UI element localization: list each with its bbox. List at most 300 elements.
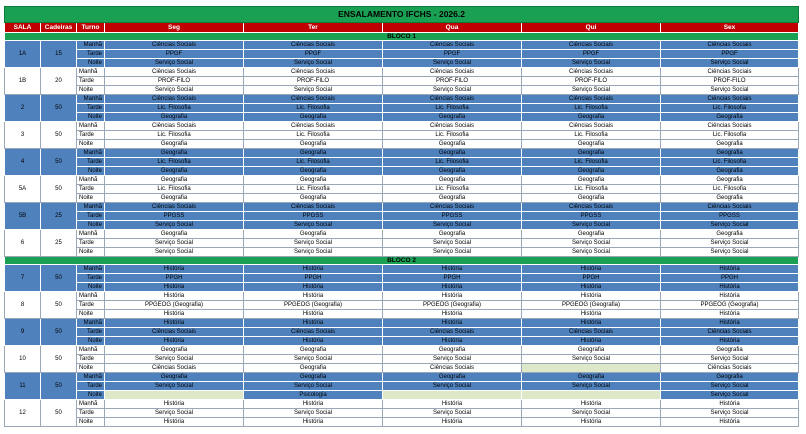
schedule-cell[interactable]: Geografia bbox=[105, 176, 244, 185]
schedule-cell[interactable]: PPGF bbox=[661, 50, 799, 59]
turno-cell[interactable]: Manhã bbox=[77, 149, 105, 158]
turno-cell[interactable]: Tarde bbox=[77, 185, 105, 194]
sala-cell[interactable]: 9 bbox=[5, 319, 41, 346]
schedule-cell[interactable]: Ciências Sociais bbox=[522, 122, 661, 131]
schedule-cell[interactable]: Geografia bbox=[661, 140, 799, 149]
schedule-cell[interactable]: Serviço Social bbox=[244, 59, 383, 68]
schedule-cell[interactable]: Ciências Sociais bbox=[105, 364, 244, 373]
schedule-cell[interactable]: História bbox=[244, 319, 383, 328]
schedule-cell[interactable]: Ciências Sociais bbox=[661, 203, 799, 212]
schedule-cell[interactable]: Ciências Sociais bbox=[244, 41, 383, 50]
schedule-cell[interactable]: Serviço Social bbox=[105, 382, 244, 391]
schedule-cell[interactable]: PPGF bbox=[105, 50, 244, 59]
cadeiras-cell[interactable]: 50 bbox=[41, 292, 77, 319]
schedule-cell[interactable]: Geografia bbox=[661, 346, 799, 355]
table-row bbox=[5, 122, 799, 131]
schedule-cell[interactable]: Serviço Social bbox=[244, 248, 383, 257]
schedule-cell[interactable]: Serviço Social bbox=[661, 221, 799, 230]
schedule-cell[interactable]: PPGH bbox=[522, 274, 661, 283]
schedule-cell[interactable]: História bbox=[522, 283, 661, 292]
sala-cell[interactable]: 2 bbox=[5, 95, 41, 122]
schedule-cell[interactable]: Lic. Filosofia bbox=[244, 185, 383, 194]
turno-cell[interactable]: Noite bbox=[77, 337, 105, 346]
schedule-cell[interactable]: Serviço Social bbox=[105, 248, 244, 257]
turno-cell[interactable]: Noite bbox=[77, 86, 105, 95]
bloco-label[interactable]: BLOCO 2 bbox=[5, 257, 799, 265]
schedule-cell[interactable]: Serviço Social bbox=[105, 221, 244, 230]
schedule-cell[interactable]: Geografia bbox=[105, 373, 244, 382]
schedule-cell[interactable]: Ciências Sociais bbox=[244, 203, 383, 212]
schedule-cell[interactable]: Psicologia bbox=[244, 391, 383, 400]
schedule-cell[interactable]: Serviço Social bbox=[661, 248, 799, 257]
schedule-cell[interactable]: Lic. Filosofia bbox=[522, 104, 661, 113]
schedule-cell[interactable]: PROF-FILO bbox=[661, 77, 799, 86]
schedule-cell[interactable]: Ciências Sociais bbox=[661, 68, 799, 77]
turno-cell[interactable]: Noite bbox=[77, 391, 105, 400]
turno-cell[interactable]: Manhã bbox=[77, 292, 105, 301]
schedule-cell[interactable]: História bbox=[383, 418, 522, 427]
turno-cell[interactable]: Tarde bbox=[77, 104, 105, 113]
cadeiras-cell[interactable]: 50 bbox=[41, 265, 77, 292]
schedule-cell[interactable]: Ciências Sociais bbox=[383, 95, 522, 104]
schedule-cell[interactable]: Serviço Social bbox=[522, 221, 661, 230]
turno-cell[interactable]: Tarde bbox=[77, 131, 105, 140]
sala-cell[interactable]: 11 bbox=[5, 373, 41, 400]
turno-cell[interactable]: Manhã bbox=[77, 41, 105, 50]
schedule-cell[interactable]: Geografia bbox=[522, 346, 661, 355]
schedule-cell[interactable]: PPGF bbox=[522, 50, 661, 59]
schedule-cell[interactable]: História bbox=[522, 265, 661, 274]
schedule-cell[interactable]: Ciências Sociais bbox=[244, 95, 383, 104]
schedule-cell[interactable]: PPGH bbox=[244, 274, 383, 283]
turno-cell[interactable]: Tarde bbox=[77, 409, 105, 418]
turno-cell[interactable]: Noite bbox=[77, 194, 105, 203]
schedule-cell[interactable]: Lic. Filosofia bbox=[661, 104, 799, 113]
schedule-cell[interactable]: Ciências Sociais bbox=[661, 328, 799, 337]
schedule-cell[interactable]: Ciências Sociais bbox=[244, 68, 383, 77]
schedule-cell[interactable]: Geografia bbox=[522, 230, 661, 239]
turno-cell[interactable]: Manhã bbox=[77, 68, 105, 77]
header-turno[interactable]: Turno bbox=[77, 23, 105, 33]
cadeiras-cell[interactable]: 50 bbox=[41, 400, 77, 427]
schedule-cell[interactable]: Ciências Sociais bbox=[383, 122, 522, 131]
schedule-cell[interactable]: Geografia bbox=[244, 194, 383, 203]
header-cadeiras[interactable]: Cadeiras bbox=[41, 23, 77, 33]
schedule-cell[interactable]: Serviço Social bbox=[522, 409, 661, 418]
schedule-cell[interactable]: Serviço Social bbox=[522, 355, 661, 364]
schedule-cell[interactable]: História bbox=[522, 337, 661, 346]
schedule-cell[interactable]: História bbox=[105, 292, 244, 301]
schedule-cell[interactable]: História bbox=[244, 310, 383, 319]
schedule-cell[interactable]: História bbox=[244, 265, 383, 274]
schedule-cell[interactable]: Serviço Social bbox=[383, 59, 522, 68]
header-seg[interactable]: Seg bbox=[105, 23, 244, 33]
schedule-cell[interactable]: História bbox=[661, 292, 799, 301]
schedule-cell[interactable]: Geografia bbox=[244, 167, 383, 176]
schedule-cell[interactable]: Geografia bbox=[383, 140, 522, 149]
schedule-cell[interactable]: Serviço Social bbox=[522, 86, 661, 95]
schedule-cell[interactable]: Lic. Filosofia bbox=[661, 158, 799, 167]
schedule-cell[interactable]: Lic. Filosofia bbox=[522, 131, 661, 140]
turno-cell[interactable]: Noite bbox=[77, 113, 105, 122]
schedule-cell[interactable]: Geografia bbox=[105, 346, 244, 355]
schedule-cell[interactable] bbox=[522, 364, 661, 373]
schedule-cell[interactable]: Geografia bbox=[105, 194, 244, 203]
schedule-cell[interactable]: Geografia bbox=[383, 346, 522, 355]
schedule-cell[interactable]: Ciências Sociais bbox=[661, 364, 799, 373]
table-row bbox=[5, 185, 799, 194]
schedule-cell[interactable]: Serviço Social bbox=[383, 355, 522, 364]
schedule-cell[interactable]: Geografia bbox=[383, 373, 522, 382]
schedule-cell[interactable]: Lic. Filosofia bbox=[105, 185, 244, 194]
schedule-cell[interactable]: Serviço Social bbox=[661, 382, 799, 391]
schedule-cell[interactable]: História bbox=[105, 283, 244, 292]
turno-cell[interactable]: Manhã bbox=[77, 319, 105, 328]
schedule-cell[interactable]: Lic. Filosofia bbox=[244, 131, 383, 140]
schedule-cell[interactable]: História bbox=[244, 283, 383, 292]
table-row bbox=[5, 355, 799, 364]
schedule-cell[interactable]: Geografia bbox=[661, 194, 799, 203]
schedule-cell[interactable]: Lic. Filosofia bbox=[244, 104, 383, 113]
schedule-cell[interactable]: Ciências Sociais bbox=[522, 203, 661, 212]
schedule-cell[interactable]: Ciências Sociais bbox=[522, 68, 661, 77]
schedule-cell[interactable]: PPGEOG (Geografia) bbox=[522, 301, 661, 310]
sala-cell[interactable]: 12 bbox=[5, 400, 41, 427]
schedule-cell[interactable]: PPGF bbox=[383, 50, 522, 59]
schedule-cell[interactable]: Lic. Filosofia bbox=[105, 158, 244, 167]
schedule-cell[interactable]: PPGSS bbox=[661, 212, 799, 221]
cadeiras-cell[interactable]: 50 bbox=[41, 373, 77, 400]
schedule-cell[interactable]: Geografia bbox=[244, 149, 383, 158]
schedule-cell[interactable]: Geografia bbox=[383, 230, 522, 239]
cadeiras-cell[interactable]: 25 bbox=[41, 230, 77, 257]
table-row bbox=[5, 77, 799, 86]
schedule-cell[interactable]: História bbox=[244, 400, 383, 409]
header-qui[interactable]: Qui bbox=[522, 23, 661, 33]
schedule-cell[interactable]: Geografia bbox=[522, 167, 661, 176]
schedule-cell[interactable]: Geografia bbox=[522, 373, 661, 382]
schedule-cell[interactable]: Ciências Sociais bbox=[522, 41, 661, 50]
schedule-cell[interactable]: Lic. Filosofia bbox=[661, 185, 799, 194]
schedule-cell[interactable]: História bbox=[105, 418, 244, 427]
schedule-cell[interactable]: PROF-FILO bbox=[383, 77, 522, 86]
schedule-cell[interactable]: Lic. Filosofia bbox=[383, 131, 522, 140]
schedule-cell[interactable]: Serviço Social bbox=[661, 391, 799, 400]
turno-cell[interactable]: Manhã bbox=[77, 230, 105, 239]
cadeiras-cell[interactable]: 20 bbox=[41, 68, 77, 95]
schedule-cell[interactable]: Ciências Sociais bbox=[661, 41, 799, 50]
schedule-cell[interactable]: PROF-FILO bbox=[244, 77, 383, 86]
turno-cell[interactable]: Tarde bbox=[77, 328, 105, 337]
schedule-cell[interactable]: PPGSS bbox=[522, 212, 661, 221]
sala-cell[interactable]: 7 bbox=[5, 265, 41, 292]
table-row bbox=[5, 140, 799, 149]
schedule-cell[interactable]: Serviço Social bbox=[244, 409, 383, 418]
schedule-cell[interactable]: Geografia bbox=[244, 140, 383, 149]
schedule-cell[interactable]: Serviço Social bbox=[105, 409, 244, 418]
schedule-cell[interactable]: Serviço Social bbox=[244, 382, 383, 391]
schedule-cell[interactable]: PPGEOG (Geografia) bbox=[383, 301, 522, 310]
cadeiras-cell[interactable]: 25 bbox=[41, 203, 77, 230]
schedule-cell[interactable]: História bbox=[105, 319, 244, 328]
schedule-cell[interactable]: PROF-FILO bbox=[105, 77, 244, 86]
schedule-cell[interactable]: PPGSS bbox=[244, 212, 383, 221]
schedule-cell[interactable]: Geografia bbox=[383, 194, 522, 203]
schedule-cell[interactable]: Serviço Social bbox=[383, 239, 522, 248]
schedule-cell[interactable]: Ciências Sociais bbox=[522, 95, 661, 104]
schedule-cell[interactable]: Geografia bbox=[105, 113, 244, 122]
schedule-cell[interactable]: Geografia bbox=[383, 176, 522, 185]
schedule-cell[interactable]: História bbox=[383, 265, 522, 274]
schedule-cell[interactable]: Serviço Social bbox=[522, 239, 661, 248]
schedule-cell[interactable]: Serviço Social bbox=[244, 355, 383, 364]
schedule-cell[interactable]: PROF-FILO bbox=[522, 77, 661, 86]
schedule-cell[interactable]: Serviço Social bbox=[383, 221, 522, 230]
schedule-cell[interactable]: História bbox=[522, 319, 661, 328]
sala-cell[interactable]: 5B bbox=[5, 203, 41, 230]
schedule-cell[interactable]: Geografia bbox=[105, 140, 244, 149]
turno-cell[interactable]: Tarde bbox=[77, 239, 105, 248]
schedule-cell[interactable]: Ciências Sociais bbox=[105, 41, 244, 50]
sala-cell[interactable]: 3 bbox=[5, 122, 41, 149]
schedule-cell[interactable]: Serviço Social bbox=[244, 221, 383, 230]
turno-cell[interactable]: Tarde bbox=[77, 274, 105, 283]
schedule-cell[interactable]: História bbox=[522, 400, 661, 409]
sheet-title[interactable]: ENSALAMENTO IFCHS - 2026.2 bbox=[5, 7, 799, 23]
turno-cell[interactable]: Noite bbox=[77, 418, 105, 427]
schedule-cell[interactable]: História bbox=[244, 418, 383, 427]
sala-cell[interactable]: 4 bbox=[5, 149, 41, 176]
schedule-cell[interactable]: Ciências Sociais bbox=[522, 328, 661, 337]
turno-cell[interactable]: Manhã bbox=[77, 346, 105, 355]
schedule-cell[interactable]: Geografia bbox=[244, 113, 383, 122]
header-qua[interactable]: Qua bbox=[383, 23, 522, 33]
schedule-cell[interactable]: Geografia bbox=[661, 149, 799, 158]
schedule-cell[interactable]: História bbox=[661, 418, 799, 427]
turno-cell[interactable]: Noite bbox=[77, 283, 105, 292]
turno-cell[interactable]: Noite bbox=[77, 248, 105, 257]
schedule-cell[interactable]: PPGSS bbox=[105, 212, 244, 221]
schedule-cell[interactable]: Serviço Social bbox=[661, 86, 799, 95]
schedule-cell[interactable]: Lic. Filosofia bbox=[383, 185, 522, 194]
schedule-cell[interactable]: Lic. Filosofia bbox=[522, 158, 661, 167]
cadeiras-cell[interactable]: 50 bbox=[41, 176, 77, 203]
schedule-cell[interactable]: História bbox=[522, 418, 661, 427]
turno-cell[interactable]: Tarde bbox=[77, 301, 105, 310]
schedule-cell[interactable]: Serviço Social bbox=[661, 59, 799, 68]
cadeiras-cell[interactable]: 15 bbox=[41, 41, 77, 68]
cadeiras-cell[interactable]: 50 bbox=[41, 122, 77, 149]
turno-cell[interactable]: Tarde bbox=[77, 212, 105, 221]
turno-cell[interactable]: Manhã bbox=[77, 373, 105, 382]
schedule-cell[interactable]: Ciências Sociais bbox=[244, 122, 383, 131]
schedule-cell[interactable]: Geografia bbox=[105, 230, 244, 239]
schedule-cell[interactable]: Geografia bbox=[383, 167, 522, 176]
turno-cell[interactable]: Tarde bbox=[77, 355, 105, 364]
schedule-cell[interactable]: Geografia bbox=[661, 167, 799, 176]
schedule-cell[interactable]: Serviço Social bbox=[105, 239, 244, 248]
schedule-cell[interactable]: Lic. Filosofia bbox=[522, 185, 661, 194]
schedule-cell[interactable]: Geografia bbox=[244, 176, 383, 185]
schedule-cell[interactable]: Geografia bbox=[522, 113, 661, 122]
turno-cell[interactable]: Manhã bbox=[77, 95, 105, 104]
schedule-cell[interactable]: Serviço Social bbox=[105, 355, 244, 364]
schedule-cell[interactable]: Ciências Sociais bbox=[105, 68, 244, 77]
turno-cell[interactable]: Noite bbox=[77, 140, 105, 149]
sala-cell[interactable]: 1B bbox=[5, 68, 41, 95]
schedule-cell[interactable]: Serviço Social bbox=[661, 239, 799, 248]
header-sala[interactable]: SALA bbox=[5, 23, 41, 33]
turno-cell[interactable]: Tarde bbox=[77, 77, 105, 86]
schedule-cell[interactable]: História bbox=[105, 265, 244, 274]
schedule-cell[interactable]: Serviço Social bbox=[522, 59, 661, 68]
schedule-cell[interactable]: Ciências Sociais bbox=[105, 95, 244, 104]
turno-cell[interactable]: Noite bbox=[77, 167, 105, 176]
turno-cell[interactable]: Tarde bbox=[77, 382, 105, 391]
turno-cell[interactable]: Noite bbox=[77, 221, 105, 230]
cadeiras-cell[interactable]: 50 bbox=[41, 95, 77, 122]
schedule-cell[interactable]: PPGSS bbox=[383, 212, 522, 221]
sala-cell[interactable]: 5A bbox=[5, 176, 41, 203]
sala-cell[interactable]: 8 bbox=[5, 292, 41, 319]
spreadsheet bbox=[4, 6, 798, 427]
schedule-cell[interactable]: História bbox=[105, 400, 244, 409]
schedule-cell[interactable]: Geografia bbox=[522, 149, 661, 158]
schedule-cell[interactable]: Serviço Social bbox=[105, 59, 244, 68]
schedule-cell[interactable]: Lic. Filosofia bbox=[383, 158, 522, 167]
sala-cell[interactable]: 6 bbox=[5, 230, 41, 257]
schedule-cell[interactable]: Geografia bbox=[522, 140, 661, 149]
schedule-cell[interactable]: Ciências Sociais bbox=[383, 68, 522, 77]
schedule-cell[interactable]: Geografia bbox=[244, 373, 383, 382]
schedule-cell[interactable]: História bbox=[661, 319, 799, 328]
turno-cell[interactable]: Manhã bbox=[77, 400, 105, 409]
cadeiras-cell[interactable]: 50 bbox=[41, 346, 77, 373]
cadeiras-cell[interactable]: 50 bbox=[41, 319, 77, 346]
schedule-cell[interactable]: História bbox=[661, 283, 799, 292]
schedule-cell[interactable]: Ciências Sociais bbox=[105, 122, 244, 131]
schedule-cell[interactable]: Lic. Filosofia bbox=[105, 104, 244, 113]
schedule-cell[interactable]: PPGH bbox=[105, 274, 244, 283]
schedule-cell[interactable]: História bbox=[661, 337, 799, 346]
schedule-cell[interactable]: Geografia bbox=[661, 113, 799, 122]
schedule-cell[interactable]: Ciências Sociais bbox=[383, 364, 522, 373]
schedule-cell[interactable] bbox=[383, 391, 522, 400]
sala-cell[interactable]: 10 bbox=[5, 346, 41, 373]
schedule-cell[interactable]: PPGH bbox=[661, 274, 799, 283]
turno-cell[interactable]: Noite bbox=[77, 59, 105, 68]
title-row bbox=[5, 7, 799, 23]
schedule-cell[interactable]: História bbox=[244, 292, 383, 301]
schedule-cell[interactable]: Geografia bbox=[383, 113, 522, 122]
schedule-cell[interactable]: Ciências Sociais bbox=[105, 203, 244, 212]
schedule-cell[interactable]: Lic. Filosofia bbox=[244, 158, 383, 167]
schedule-cell[interactable]: Geografia bbox=[661, 230, 799, 239]
schedule-cell[interactable]: História bbox=[383, 400, 522, 409]
schedule-cell[interactable]: História bbox=[661, 265, 799, 274]
schedule-cell[interactable]: História bbox=[383, 319, 522, 328]
schedule-cell[interactable]: História bbox=[244, 337, 383, 346]
schedule-cell[interactable]: Geografia bbox=[105, 149, 244, 158]
turno-cell[interactable]: Tarde bbox=[77, 158, 105, 167]
header-ter[interactable]: Ter bbox=[244, 23, 383, 33]
schedule-cell[interactable]: PPGH bbox=[383, 274, 522, 283]
schedule-cell[interactable]: PPGF bbox=[244, 50, 383, 59]
schedule-cell[interactable]: Geografia bbox=[244, 364, 383, 373]
schedule-cell[interactable]: Lic. Filosofia bbox=[105, 131, 244, 140]
schedule-cell[interactable]: História bbox=[661, 400, 799, 409]
schedule-cell[interactable]: História bbox=[522, 292, 661, 301]
schedule-cell[interactable]: Serviço Social bbox=[661, 355, 799, 364]
schedule-table bbox=[4, 6, 799, 427]
schedule-cell[interactable]: Ciências Sociais bbox=[383, 41, 522, 50]
schedule-cell[interactable]: Serviço Social bbox=[383, 409, 522, 418]
schedule-cell[interactable] bbox=[522, 391, 661, 400]
turno-cell[interactable]: Noite bbox=[77, 364, 105, 373]
schedule-cell[interactable]: História bbox=[105, 337, 244, 346]
schedule-cell[interactable]: Serviço Social bbox=[244, 239, 383, 248]
schedule-cell[interactable]: História bbox=[383, 310, 522, 319]
schedule-cell[interactable]: História bbox=[661, 310, 799, 319]
turno-cell[interactable]: Manhã bbox=[77, 265, 105, 274]
schedule-cell[interactable]: Ciências Sociais bbox=[383, 203, 522, 212]
header-sex[interactable]: Sex bbox=[661, 23, 799, 33]
schedule-cell[interactable]: Geografia bbox=[661, 176, 799, 185]
schedule-cell[interactable]: Ciências Sociais bbox=[105, 328, 244, 337]
schedule-cell[interactable]: PPGEOG (Geografia) bbox=[661, 301, 799, 310]
schedule-cell[interactable] bbox=[105, 391, 244, 400]
schedule-cell[interactable]: Geografia bbox=[522, 194, 661, 203]
schedule-cell[interactable]: Serviço Social bbox=[383, 248, 522, 257]
schedule-cell[interactable]: PPGEOG (Geografia) bbox=[244, 301, 383, 310]
schedule-cell[interactable]: Ciências Sociais bbox=[661, 122, 799, 131]
schedule-cell[interactable]: História bbox=[105, 310, 244, 319]
schedule-cell[interactable]: História bbox=[522, 310, 661, 319]
schedule-cell[interactable]: Lic. Filosofia bbox=[383, 104, 522, 113]
schedule-cell[interactable]: Geografia bbox=[105, 167, 244, 176]
schedule-cell[interactable]: Geografia bbox=[522, 176, 661, 185]
cadeiras-cell[interactable]: 50 bbox=[41, 149, 77, 176]
schedule-cell[interactable]: Serviço Social bbox=[383, 382, 522, 391]
turno-cell[interactable]: Tarde bbox=[77, 50, 105, 59]
schedule-cell[interactable]: Geografia bbox=[244, 230, 383, 239]
schedule-cell[interactable]: Geografia bbox=[383, 149, 522, 158]
bloco-label[interactable]: BLOCO 1 bbox=[5, 33, 799, 41]
schedule-cell[interactable]: Serviço Social bbox=[522, 248, 661, 257]
schedule-cell[interactable]: Serviço Social bbox=[383, 86, 522, 95]
schedule-cell[interactable]: História bbox=[383, 337, 522, 346]
schedule-cell[interactable]: Serviço Social bbox=[105, 86, 244, 95]
turno-cell[interactable]: Manhã bbox=[77, 203, 105, 212]
turno-cell[interactable]: Manhã bbox=[77, 176, 105, 185]
turno-cell[interactable]: Noite bbox=[77, 310, 105, 319]
schedule-cell[interactable]: História bbox=[383, 292, 522, 301]
schedule-cell[interactable]: Geografia bbox=[661, 373, 799, 382]
schedule-cell[interactable]: Lic. Filosofia bbox=[661, 131, 799, 140]
schedule-cell[interactable]: Ciências Sociais bbox=[383, 328, 522, 337]
schedule-cell[interactable]: Serviço Social bbox=[661, 409, 799, 418]
schedule-cell[interactable]: Serviço Social bbox=[244, 86, 383, 95]
sala-cell[interactable]: 1A bbox=[5, 41, 41, 68]
turno-cell[interactable]: Manhã bbox=[77, 122, 105, 131]
schedule-cell[interactable]: Serviço Social bbox=[522, 382, 661, 391]
schedule-cell[interactable]: História bbox=[383, 283, 522, 292]
table-row bbox=[5, 301, 799, 310]
schedule-cell[interactable]: Ciências Sociais bbox=[244, 328, 383, 337]
schedule-cell[interactable]: PPGEOG (Geografia) bbox=[105, 301, 244, 310]
schedule-cell[interactable]: Geografia bbox=[244, 346, 383, 355]
schedule-cell[interactable]: Ciências Sociais bbox=[661, 95, 799, 104]
